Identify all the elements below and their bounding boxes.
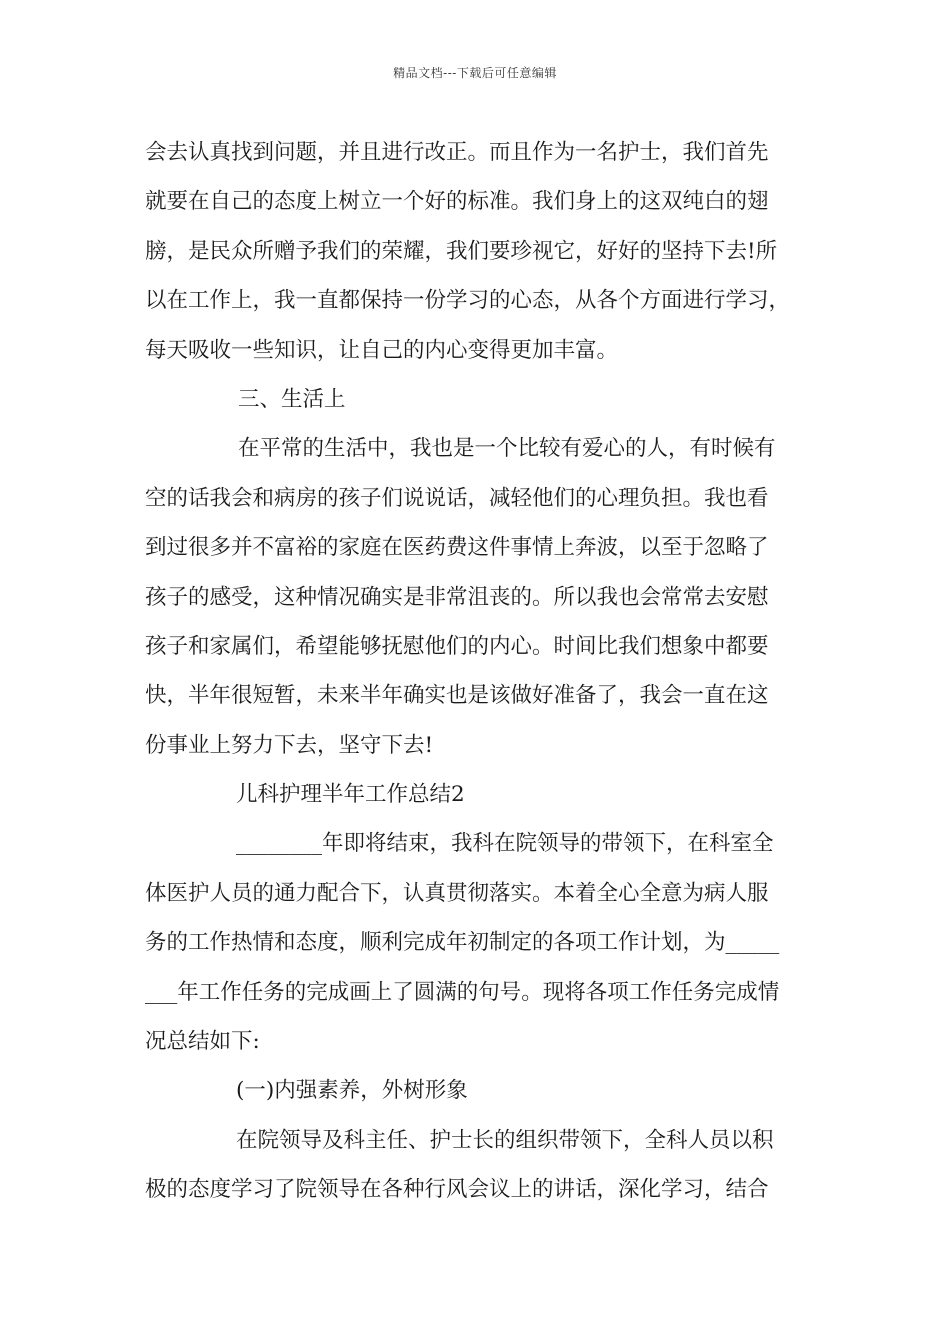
document-body	[145, 128, 807, 1215]
paragraph-first-line: ________年即将结束，我科在院领导的带领下，在科室全	[236, 831, 774, 857]
body-line: 每天吸收一些知识，让自己的内心变得更加丰富。	[145, 337, 619, 363]
page-header: 精品文档---下载后可任意编辑	[393, 66, 557, 80]
body-line: 孩子和家属们，希望能够抚慰他们的内心。时间比我们想象中都要	[145, 633, 769, 659]
body-line: 况总结如下:	[145, 1029, 260, 1055]
body-line: 体医护人员的通力配合下，认真贯彻落实。本着全心全意为病人服	[145, 880, 769, 906]
body-line: 膀，是民众所赠予我们的荣耀，我们要珍视它，好好的坚持下去!所	[145, 238, 778, 264]
paragraph-first-line: 在院领导及科主任、护士长的组织带领下，全科人员以积	[236, 1127, 774, 1153]
section-heading: (一)内强素养，外树形象	[236, 1078, 468, 1104]
body-line: 空的话我会和病房的孩子们说说话，减轻他们的心理负担。我也看	[145, 485, 769, 511]
section-heading: 三、生活上	[238, 386, 346, 412]
body-line: 以在工作上，我一直都保持一份学习的心态，从各个方面进行学习，	[145, 288, 791, 314]
body-line: ___年工作任务的完成画上了圆满的句号。现将各项工作任务完成情	[145, 979, 780, 1005]
paragraph-first-line: 在平常的生活中，我也是一个比较有爱心的人，有时候有	[238, 436, 776, 462]
body-line: 就要在自己的态度上树立一个好的标准。我们身上的这双纯白的翅	[145, 189, 769, 215]
body-line: 份事业上努力下去，坚守下去!	[145, 732, 434, 758]
body-line: 会去认真找到问题，并且进行改正。而且作为一名护士，我们首先	[145, 140, 769, 165]
body-line: 极的态度学习了院领导在各种行风会议上的讲话，深化学习，结合	[145, 1177, 769, 1203]
body-line: 务的工作热情和态度，顺利完成年初制定的各项工作计划，为_____	[145, 930, 780, 956]
document-subtitle: 儿科护理半年工作总结2	[236, 782, 465, 808]
body-line: 到过很多并不富裕的家庭在医药费这件事情上奔波，以至于忽略了	[145, 535, 769, 561]
body-line: 快，半年很短暂，未来半年确实也是该做好准备了，我会一直在这	[145, 683, 769, 709]
body-line: 孩子的感受，这种情况确实是非常沮丧的。所以我也会常常去安慰	[145, 584, 769, 610]
